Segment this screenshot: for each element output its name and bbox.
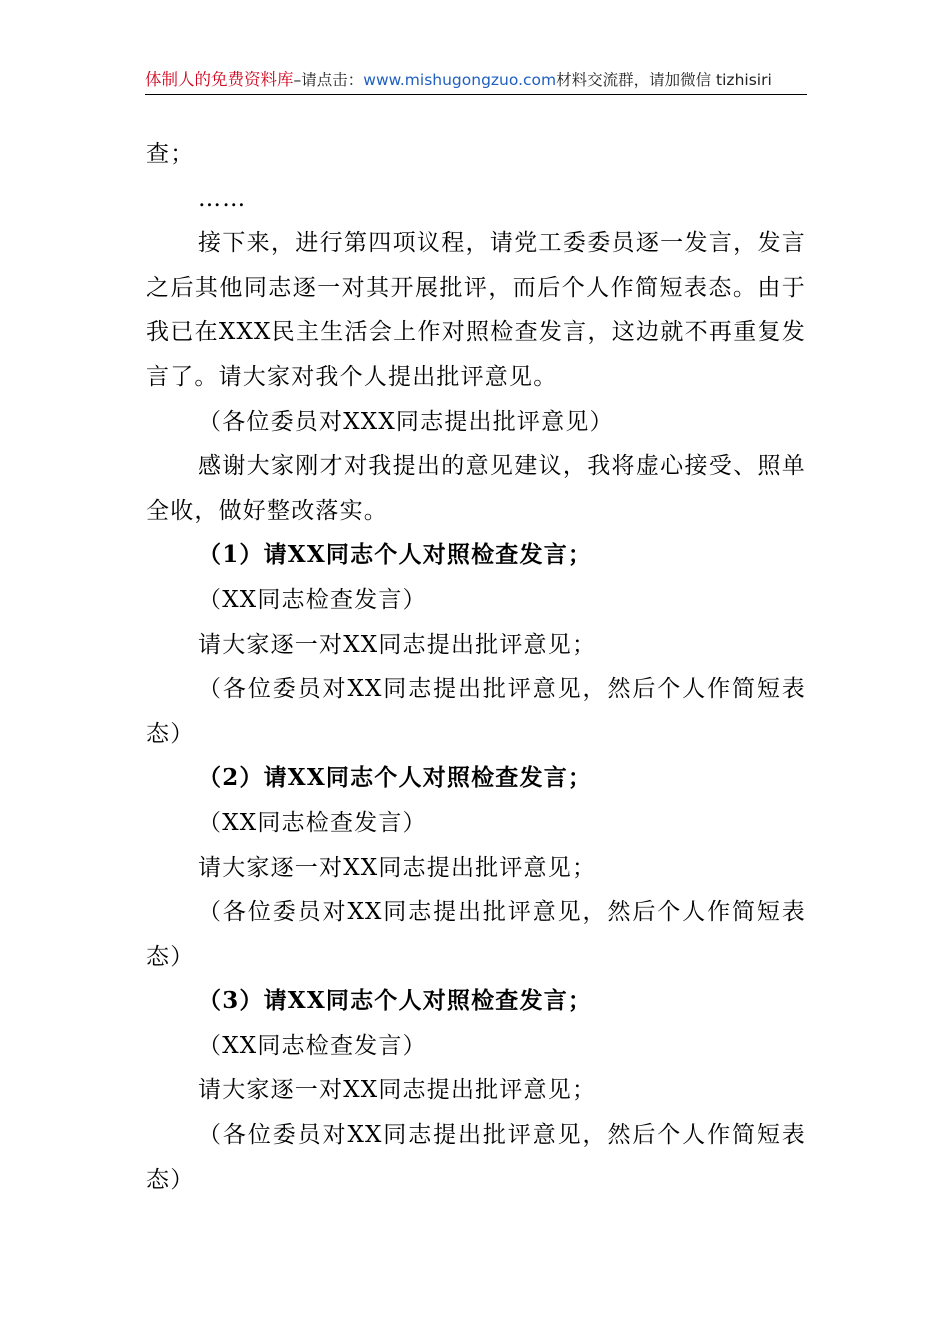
- paragraph-thanks: 感谢大家刚才对我提出的意见建议，我将虚心接受、照单全收，做好整改落实。: [146, 453, 806, 524]
- header-site-name: 体制人的免费资料库: [145, 70, 294, 89]
- paragraph-note: （各位委员对XX同志提出批评意见，然后个人作简短表态）: [146, 676, 806, 747]
- paragraph-note: （XX同志检查发言）: [198, 586, 427, 613]
- section-heading-2: （2）请XX同志个人对照检查发言；: [198, 764, 593, 792]
- paragraph-note: （各位委员对XX同志提出批评意见，然后个人作简短表态）: [146, 1122, 806, 1193]
- section-heading-1: （1）请XX同志个人对照检查发言；: [198, 541, 593, 569]
- paragraph-agenda-four: 接下来，进行第四项议程，请党工委委员逐一发言，发言之后其他同志逐一对其开展批评，而后个人作简短表态。由于我已在XXX民主生活会上作对照检查发言，这边就不再重复发言了。请大家对我个人提出批评意见。: [146, 230, 806, 390]
- paragraph-note: （各位委员对XXX同志提出批评意见）: [198, 408, 614, 435]
- paragraph-note: （XX同志检查发言）: [198, 1032, 427, 1059]
- paragraph-continuation: 查；: [146, 141, 195, 167]
- page-header: [145, 66, 807, 95]
- header-tail: 材料交流群，请加微信 tizhisiri: [556, 71, 772, 89]
- document-body: [146, 132, 806, 1202]
- paragraph-note: （各位委员对XX同志提出批评意见，然后个人作简短表态）: [146, 899, 806, 970]
- header-url-link[interactable]: www.mishugongzuo.com: [363, 71, 557, 89]
- paragraph-ellipsis: ……: [198, 185, 247, 212]
- header-prompt: –请点击：: [293, 71, 364, 89]
- paragraph: 请大家逐一对XX同志提出批评意见；: [198, 1077, 597, 1104]
- section-heading-3: （3）请XX同志个人对照检查发言；: [198, 987, 593, 1015]
- paragraph: 请大家逐一对XX同志提出批评意见；: [198, 631, 597, 658]
- paragraph: 请大家逐一对XX同志提出批评意见；: [198, 854, 597, 881]
- paragraph-note: （XX同志检查发言）: [198, 809, 427, 836]
